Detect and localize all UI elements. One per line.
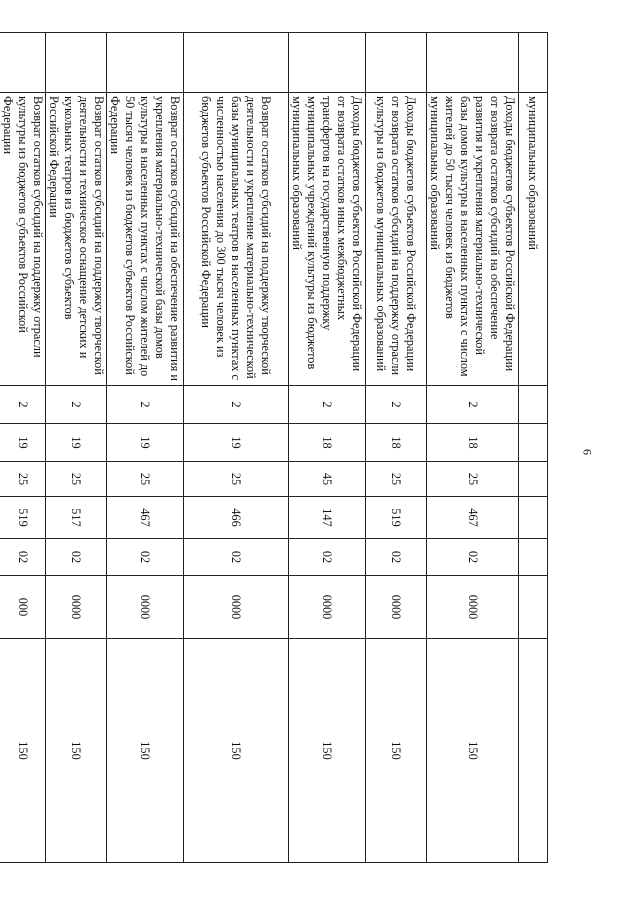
table-row (184, 33, 289, 863)
admin-code-cell (427, 33, 519, 93)
admin-code-cell (0, 33, 46, 93)
table-row (107, 33, 184, 863)
code-subarticle-cell (519, 497, 548, 539)
code-article-cell: 25 (0, 462, 46, 497)
code-element-cell (519, 539, 548, 576)
description-cell: Доходы бюджетов субъектов Российской Федерации от возврата остатков субсидий на обеспечение развития и укрепления материально-технической базы домов культуры в населенных пунктах с числом жителей до 50 тысяч человек из бюджетов муниципальных образований (427, 93, 519, 386)
table-row (366, 33, 427, 863)
code-subgroup-cell (519, 424, 548, 462)
code-subgroup-cell: 19 (107, 424, 184, 462)
table-row (46, 33, 107, 863)
code-article-cell (519, 462, 548, 497)
admin-code-cell (366, 33, 427, 93)
code-program-cell: 000 (0, 576, 46, 639)
code-program-cell: 0000 (184, 576, 289, 639)
code-economic-cell: 150 (107, 639, 184, 863)
description-cell: Возврат остатков субсидий на поддержку отрасли культуры из бюджетов субъектов Российской Федерации (0, 93, 46, 386)
admin-code-cell (289, 33, 366, 93)
code-subarticle-cell: 147 (289, 497, 366, 539)
code-group-cell (519, 386, 548, 424)
code-group-cell: 2 (289, 386, 366, 424)
code-subgroup-cell: 19 (184, 424, 289, 462)
code-article-cell: 25 (366, 462, 427, 497)
description-cell: Доходы бюджетов субъектов Российской Федерации от возврата остатков субсидий на поддержку отрасли культуры из бюджетов муниципальных образований (366, 93, 427, 386)
code-program-cell (519, 576, 548, 639)
code-subgroup-cell: 19 (46, 424, 107, 462)
code-economic-cell: 150 (184, 639, 289, 863)
code-economic-cell: 150 (427, 639, 519, 863)
code-economic-cell: 150 (46, 639, 107, 863)
code-element-cell: 02 (107, 539, 184, 576)
code-article-cell: 45 (289, 462, 366, 497)
code-group-cell: 2 (0, 386, 46, 424)
admin-code-cell (107, 33, 184, 93)
table-row (519, 33, 548, 863)
code-subarticle-cell: 466 (184, 497, 289, 539)
code-economic-cell (519, 639, 548, 863)
code-group-cell: 2 (107, 386, 184, 424)
code-subgroup-cell: 18 (289, 424, 366, 462)
code-program-cell: 0000 (427, 576, 519, 639)
page-number: 6 (580, 449, 595, 455)
table-row (289, 33, 366, 863)
code-article-cell: 25 (107, 462, 184, 497)
code-subgroup-cell: 18 (427, 424, 519, 462)
code-article-cell: 25 (427, 462, 519, 497)
code-group-cell: 2 (427, 386, 519, 424)
description-cell: Возврат остатков субсидий на поддержку творческой деятельности и укрепление материально-технической базы муниципальных театров в населенных пунктах с численностью населения до 300 тысяч человек из бюджетов субъектов Российской Федерации (184, 93, 289, 386)
description-cell: Возврат остатков субсидий на обеспечение развития и укрепления материально-технической базы домов культуры в населенных пунктах с числом жителей до 50 тысяч человек из бюджетов субъектов Российской Федерации (107, 93, 184, 386)
admin-code-cell (519, 33, 548, 93)
code-economic-cell: 150 (366, 639, 427, 863)
code-program-cell: 0000 (289, 576, 366, 639)
code-element-cell: 02 (289, 539, 366, 576)
code-subarticle-cell: 467 (427, 497, 519, 539)
code-economic-cell: 150 (289, 639, 366, 863)
table-row (427, 33, 519, 863)
code-element-cell: 02 (184, 539, 289, 576)
code-subgroup-cell: 19 (0, 424, 46, 462)
code-element-cell: 02 (427, 539, 519, 576)
revenue-codes-table (0, 32, 548, 863)
code-program-cell: 0000 (107, 576, 184, 639)
code-program-cell: 0000 (46, 576, 107, 639)
code-economic-cell: 150 (0, 639, 46, 863)
code-element-cell: 02 (0, 539, 46, 576)
code-group-cell: 2 (46, 386, 107, 424)
description-cell: Доходы бюджетов субъектов Российской Федерации от возврата остатков иных межбюджетных трансфертов на государственную поддержку муниципальных учреждений культуры из бюджетов муниципальных образований (289, 93, 366, 386)
code-element-cell: 02 (366, 539, 427, 576)
description-cell: муниципальных образований (519, 93, 548, 386)
code-subarticle-cell: 517 (46, 497, 107, 539)
table-row (0, 33, 46, 863)
code-article-cell: 25 (184, 462, 289, 497)
code-group-cell: 2 (184, 386, 289, 424)
rotated-table-container (1, 32, 548, 862)
admin-code-cell (46, 33, 107, 93)
code-subarticle-cell: 519 (366, 497, 427, 539)
code-subarticle-cell: 519 (0, 497, 46, 539)
code-group-cell: 2 (366, 386, 427, 424)
admin-code-cell (184, 33, 289, 93)
code-article-cell: 25 (46, 462, 107, 497)
code-subgroup-cell: 18 (366, 424, 427, 462)
code-subarticle-cell: 467 (107, 497, 184, 539)
code-program-cell: 0000 (366, 576, 427, 639)
description-cell: Возврат остатков субсидий на поддержку творческой деятельности и техническое оснащение детских и кукольных театров из бюджетов субъектов Российской Федерации (46, 93, 107, 386)
code-element-cell: 02 (46, 539, 107, 576)
